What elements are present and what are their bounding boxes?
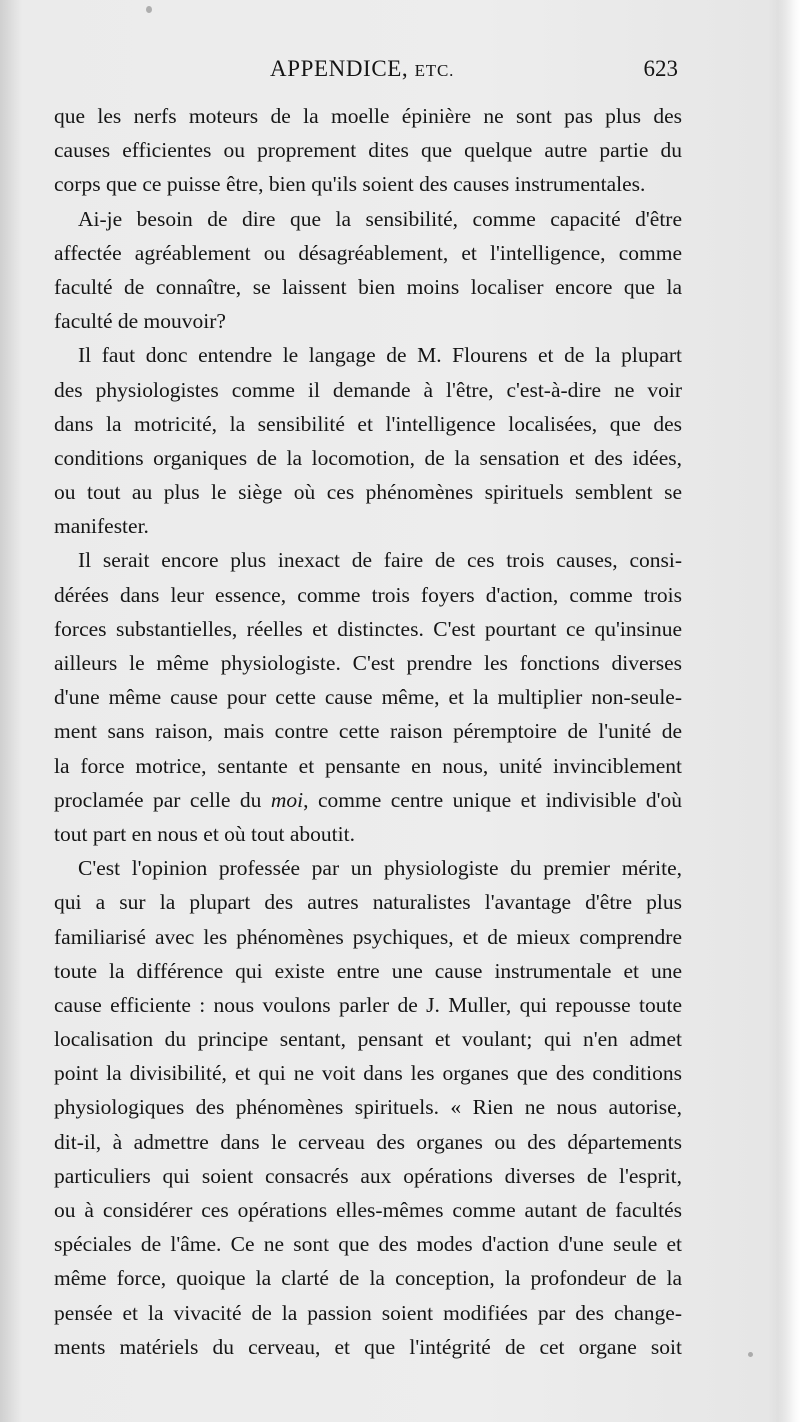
running-title [270, 56, 454, 82]
text-line: familiarisé avec les phénomènes psychiques, et de mieux comprendre [54, 924, 682, 949]
text-line: dans la motricité, la sensibilité et l'intelligence localisées, que des [54, 411, 682, 436]
text-line: d'une même cause pour cette cause même, et la multiplier non-seule- [54, 685, 682, 710]
text-line: ou à considérer ces opérations elles-mêmes comme autant de facultés [54, 1198, 682, 1222]
text-line: affectée agréablement ou désagréablement, et l'intelligence, comme [54, 240, 682, 265]
text-line: Il faut donc entendre le langage de M. Flourens et de la plupart [78, 343, 682, 368]
text-line: conditions organiques de la locomotion, de la sensation et des idées, [54, 445, 682, 470]
text-line: spéciales de l'âme. Ce ne sont que des modes d'action d'une seule et [54, 1232, 682, 1257]
text-line: corps que ce puisse être, bien qu'ils soient des causes instrumentales. [54, 172, 646, 197]
text-segment: , comme centre unique et indivisible d'où [303, 787, 682, 812]
text-line: la force motrice, sentante et pensante en nous, unité invinciblement [54, 753, 682, 778]
text-line: ou tout au plus le siège où ces phénomènes spirituels semblent se [54, 480, 682, 505]
text-line: localisation du principe sentant, pensant et voulant; qui n'en admet [54, 1027, 682, 1052]
text-line: causes efficientes ou proprement dites que quelque autre partie du [54, 138, 682, 163]
page-number: 623 [643, 56, 678, 81]
text-line: manifester. [54, 514, 149, 539]
ink-speck [748, 1352, 753, 1357]
text-segment: proclamée par celle du [54, 787, 271, 812]
text-line: Ai-je besoin de dire que la sensibilité, comme capacité d'être [78, 206, 682, 231]
text-line [54, 783, 682, 817]
text-line: physiologiques des phénomènes spirituels. « Rien ne nous autorise, [54, 1095, 682, 1120]
text-line: des physiologistes comme il demande à l'être, c'est-à-dire ne voir [54, 377, 682, 402]
text-line: que les nerfs moteurs de la moelle épinière ne sont pas plus des [54, 104, 682, 128]
text-line: cause efficiente : nous voulons parler de J. Muller, qui repousse toute [54, 992, 682, 1017]
text-line: ments matériels du cerveau, et que l'intégrité de cet organe soit [54, 1334, 682, 1359]
running-title-main: APPENDICE, [270, 56, 409, 81]
text-line: point la divisibilité, et qui ne voit dans les organes que des conditions [54, 1061, 682, 1086]
text-line: particuliers qui soient consacrés aux opérations diverses de l'esprit, [54, 1163, 682, 1188]
running-header [54, 56, 684, 92]
text-line: toute la différence qui existe entre une cause instrumentale et une [54, 958, 682, 983]
text-line: tout part en nous et où tout aboutit. [54, 821, 355, 846]
text-line: ment sans raison, mais contre cette raison péremptoire de l'unité de [54, 719, 682, 744]
text-line: faculté de mouvoir? [54, 309, 226, 334]
running-title-etc: ETC. [414, 61, 455, 80]
body-text [54, 99, 682, 1364]
text-line: C'est l'opinion professée par un physiologiste du premier mérite, [78, 856, 682, 881]
ink-speck [146, 6, 152, 13]
text-line: forces substantielles, réelles et distinctes. C'est pourtant ce qu'insinue [54, 616, 682, 641]
text-line: même force, quoique la clarté de la conception, la profondeur de la [54, 1266, 682, 1291]
italic-word: moi [270, 787, 304, 812]
text-line: dit-il, à admettre dans le cerveau des organes ou des départements [54, 1129, 682, 1154]
page-edge [778, 0, 800, 1422]
text-line: qui a sur la plupart des autres naturalistes l'avantage d'être plus [54, 890, 682, 915]
text-line: faculté de connaître, se laissent bien moins localiser encore que la [54, 274, 682, 299]
text-line: dérées dans leur essence, comme trois foyers d'action, comme trois [54, 582, 682, 607]
text-line: pensée et la vivacité de la passion soient modifiées par des change- [54, 1300, 682, 1325]
text-line: Il serait encore plus inexact de faire de ces trois causes, consi- [78, 548, 682, 573]
text-line: ailleurs le même physiologiste. C'est prendre les fonctions diverses [54, 651, 682, 675]
